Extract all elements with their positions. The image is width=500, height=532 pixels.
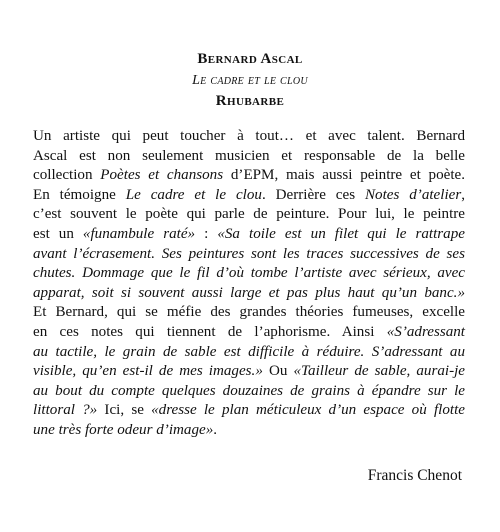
review-segment: , bbox=[461, 186, 465, 203]
review-line bbox=[33, 264, 465, 284]
review-line bbox=[33, 382, 465, 402]
review-segment: Ascal est non seulement musicien et responsable de la belle bbox=[33, 147, 465, 164]
review-segment: Un artiste qui peut toucher à tout… et avec talent. Bernard bbox=[33, 128, 465, 144]
review-italic-segment: «funambule raté» bbox=[82, 225, 196, 242]
review-line bbox=[33, 303, 465, 323]
review-segment: . bbox=[213, 421, 218, 438]
review-italic-segment: «Tailleur de sable, aurai-je bbox=[293, 363, 465, 380]
book-title: Le cadre et le clou bbox=[192, 73, 308, 88]
review-segment: : bbox=[195, 225, 218, 242]
review-segment: Ou bbox=[262, 363, 294, 380]
review-italic-segment: apparat, soit si souvent aussi large et pas plus haut qu’un banc.» bbox=[33, 284, 465, 301]
review-line bbox=[33, 245, 465, 265]
review-line bbox=[33, 421, 465, 441]
review-segment: Et Bernard, qui se méfie des grandes théories fumeuses, excelle bbox=[33, 304, 465, 321]
review-italic-segment: au tactile, le grain de sable est difficile à réduire. S’adressant au bbox=[33, 343, 465, 360]
review-line bbox=[33, 343, 465, 363]
book-publisher: Rhubarbe bbox=[215, 93, 285, 109]
review-line bbox=[33, 323, 465, 343]
review-italic-segment: Le cadre et le clou bbox=[125, 186, 262, 203]
review-line bbox=[33, 362, 465, 382]
review-italic-segment: visible, qu’en est-il de mes images.» bbox=[33, 363, 263, 380]
review-italic-segment: littoral ?» bbox=[33, 402, 98, 419]
review-segment: collection bbox=[33, 167, 101, 184]
review-line bbox=[33, 401, 465, 421]
review-line bbox=[33, 225, 465, 245]
review-italic-segment: Poètes et chansons bbox=[100, 167, 224, 184]
review-signature: Francis Chenot bbox=[367, 467, 462, 484]
review-segment: En témoigne bbox=[33, 186, 126, 203]
review-line bbox=[33, 166, 465, 186]
review-segment: en ces notes qui tiennent de l’aphorisme. Ainsi bbox=[33, 323, 387, 340]
review-segment: . Derrière ces bbox=[261, 186, 365, 203]
review-segment: Ici, se bbox=[97, 402, 152, 419]
review-line bbox=[33, 284, 465, 304]
review-segment: est un bbox=[33, 225, 83, 242]
review-text bbox=[33, 127, 465, 441]
review-line bbox=[33, 127, 465, 147]
review-segment: c’est souvent le poète qui parle de peinture. Pour lui, le peintre bbox=[33, 206, 465, 223]
review-italic-segment: chutes. Dommage que le fil d’où tombe l’artiste avec sérieux, avec bbox=[33, 265, 465, 282]
review-italic-segment: au bout du compte quelques douzaines de grains à épandre sur le bbox=[33, 382, 465, 399]
review-line bbox=[33, 205, 465, 225]
review-segment: d’EPM, mais aussi peintre et poète. bbox=[223, 167, 465, 184]
review-italic-segment: avant l’écrasement. Ses peintures sont les traces successives de ses bbox=[33, 245, 465, 262]
review-italic-segment: «Sa toile est un filet qui le rattrape bbox=[217, 225, 465, 242]
review-italic-segment: «S’adressant bbox=[386, 323, 465, 340]
review-line bbox=[33, 147, 465, 167]
review-italic-segment: «dresse le plan méticuleux d’un espace où flotte bbox=[151, 402, 465, 419]
book-author: Bernard Ascal bbox=[197, 51, 303, 67]
review-italic-segment: Notes d’atelier bbox=[364, 186, 462, 203]
review-italic-segment: une très forte odeur d’image» bbox=[33, 421, 214, 438]
review-line bbox=[33, 186, 465, 206]
book-header bbox=[0, 49, 500, 112]
